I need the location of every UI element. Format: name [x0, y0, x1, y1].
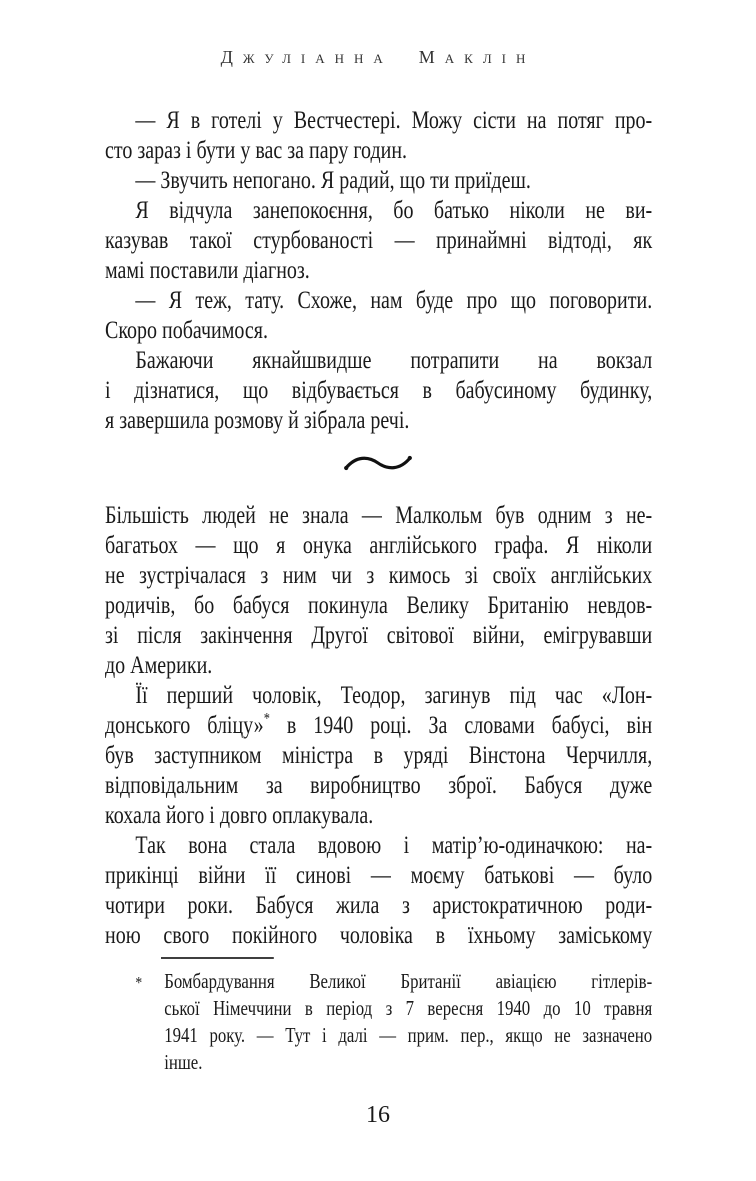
- text-line: — Звучить непогано. Я радий, що ти приїдеш.: [135, 167, 531, 194]
- text-line: ської Німеччини в період з 7 вересня 1940 до 10 травня: [164, 996, 653, 1020]
- text-line: кохала його і довго оплакувала.: [105, 802, 374, 829]
- body-text-section-2: [105, 501, 652, 951]
- text-line: Бажаючи якнайшвидше потрапити на вокзал: [135, 347, 653, 374]
- text-line: Бомбардування Великої Британії авіацією гітлерів-: [164, 969, 653, 993]
- footnote-marker: *: [135, 973, 143, 992]
- text-line: був заступником міністра в уряді Вінстона Черчилля,: [105, 742, 653, 769]
- text-line: Скоро побачимося.: [105, 317, 268, 344]
- text-line: інше.: [164, 1050, 203, 1074]
- text-line: родичів, бо бабуся покинула Велику Британію невдов-: [105, 592, 653, 619]
- footnote: [105, 957, 652, 1076]
- text-line: прикінці війни її синові — моєму батькові — було: [105, 862, 653, 889]
- body-text-section-1: [105, 106, 652, 436]
- footnote-text: [105, 968, 652, 1076]
- text-line: 1941 року. — Тут і далі — прим. пер., якщо не зазначено: [164, 1023, 653, 1047]
- text-line: — Я в готелі у Вестчестері. Можу сісти на потяг про-: [135, 107, 653, 134]
- section-divider: [0, 452, 756, 486]
- text-line: мамі поставили діагноз.: [105, 257, 310, 284]
- text-line: не зустрічалася з ним чи з кимось зі своїх англійських: [105, 562, 653, 589]
- text-line: багатьох — що я онука англійського графа. Я ніколи: [105, 532, 653, 559]
- text-line: Так вона стала вдовою і матір’ю-одиначкою: на-: [135, 832, 653, 859]
- text-line: — Я теж, тату. Схоже, нам буде про що поговорити.: [135, 287, 653, 314]
- header-word: МАКЛІН: [418, 47, 536, 67]
- text-line: і дізнатися, що відбувається в бабусиному будинку,: [105, 377, 653, 404]
- text-line: сто зараз і бути у вас за пару годин.: [105, 137, 408, 164]
- text-line: казував такої стурбованості — принаймні відтоді, як: [105, 227, 653, 254]
- text-line: Більшість людей не знала — Малкольм був одним з не-: [105, 502, 653, 529]
- text-line: ною свого покійного чоловіка в їхньому заміському: [105, 922, 653, 949]
- text-line: донського бліцу»* в 1940 році. За словами бабусі, він: [105, 710, 653, 739]
- running-header-author: [0, 47, 756, 68]
- tilde-ornament-icon: [342, 452, 414, 474]
- text-line: я завершила розмову й зібрала речі.: [105, 407, 410, 434]
- page-number: 16: [366, 1102, 390, 1128]
- text-line: відповідальним за виробництво зброї. Бабуся дуже: [105, 772, 653, 799]
- text-line: зі після закінчення Другої світової війни, емігрувавши: [105, 622, 653, 649]
- text-line: до Америки.: [105, 652, 213, 679]
- text-line: Я відчула занепокоєння, бо батько ніколи не ви-: [135, 197, 653, 224]
- header-word: ДЖУЛІАННА: [220, 47, 393, 67]
- footnote-rule: [161, 957, 274, 959]
- text-line: чотири роки. Бабуся жила з аристократичною роди-: [105, 892, 653, 919]
- text-line: Її перший чоловік, Теодор, загинув під час «Лон-: [135, 682, 653, 709]
